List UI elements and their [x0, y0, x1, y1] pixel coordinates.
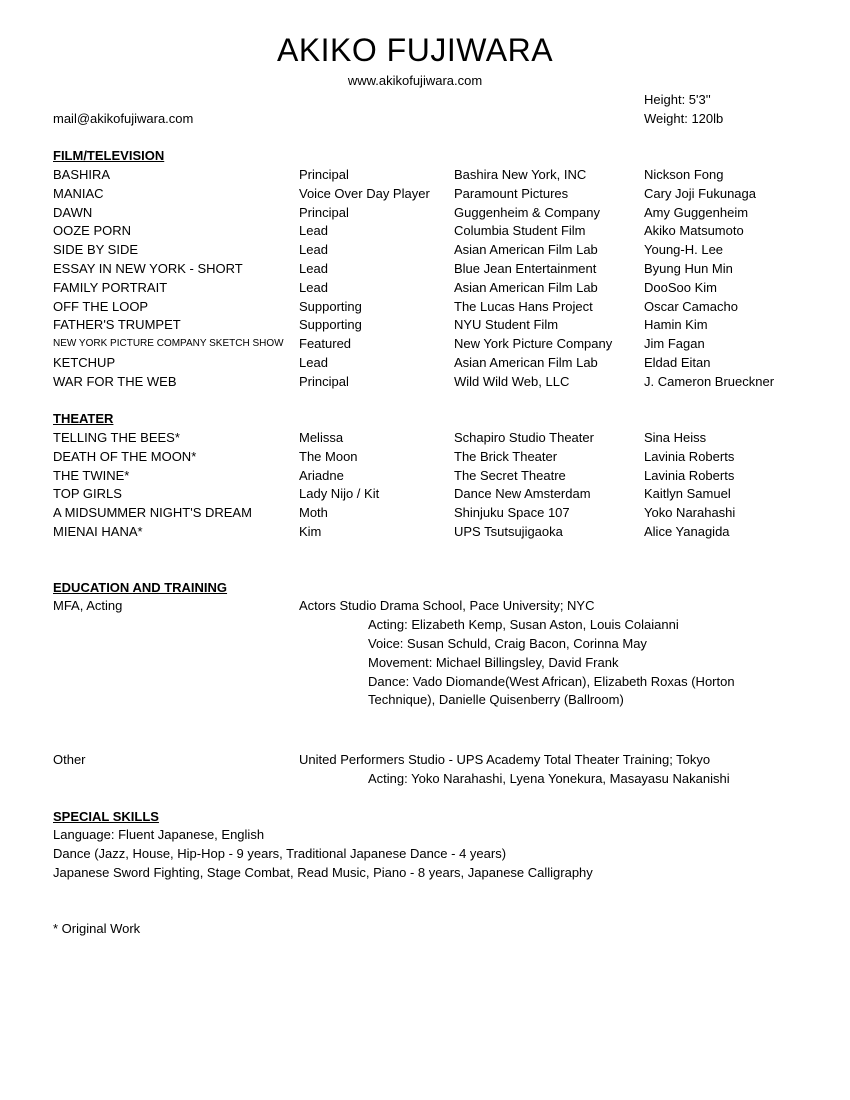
film-credit-row — [53, 222, 813, 241]
theater-credit-company: Dance New Amsterdam — [454, 486, 591, 502]
film-credit-title: MANIAC — [53, 185, 104, 201]
theater-credit-title: DEATH OF THE MOON* — [53, 448, 197, 464]
theater-credit-row — [53, 504, 813, 523]
film-credit-director: Eldad Eitan — [644, 355, 711, 370]
film-credit-row — [53, 241, 813, 260]
film-credit-title: NEW YORK PICTURE COMPANY SKETCH SHOW — [53, 338, 284, 350]
film-credit-director: Jim Fagan — [644, 336, 705, 352]
theater-credit-director: Lavinia Roberts — [644, 448, 735, 464]
film-credit-row — [53, 335, 813, 354]
theater-credit-role: Moth — [299, 505, 328, 521]
film-credit-director: DooSoo Kim — [644, 279, 717, 295]
theater-credit-row — [53, 429, 813, 448]
theater-credit-director: Kaitlyn Samuel — [644, 486, 731, 502]
film-credit-director: Oscar Camacho — [644, 298, 738, 314]
film-credit-title: OOZE PORN — [53, 223, 132, 239]
film-credit-director: Amy Guggenheim — [644, 204, 749, 220]
film-credit-row — [53, 316, 813, 335]
film-credit-row — [53, 354, 813, 373]
website-link[interactable]: www.akikofujiwara.com — [347, 73, 483, 88]
footnote: * Original Work — [53, 921, 141, 936]
theater-credit-company: Schapiro Studio Theater — [454, 430, 594, 445]
mfa-acting-teachers: Acting: Elizabeth Kemp, Susan Aston, Louis Colaianni — [368, 617, 679, 632]
theater-credit-role: The Moon — [299, 448, 358, 464]
film-credit-company: New York Picture Company — [454, 336, 613, 352]
film-credit-company: Asian American Film Lab — [454, 279, 598, 295]
theater-credit-role: Ariadne — [299, 467, 344, 483]
other-training-label: Other — [53, 752, 86, 767]
film-credit-role: Lead — [299, 242, 328, 258]
film-tv-heading: FILM/TELEVISION — [53, 148, 165, 163]
theater-credit-company: UPS Tsutsujigaoka — [454, 524, 563, 539]
theater-credit-company: The Secret Theatre — [454, 467, 566, 483]
film-credit-role: Supporting — [299, 317, 362, 333]
film-credit-row — [53, 204, 813, 223]
film-credit-director: Akiko Matsumoto — [644, 223, 744, 239]
film-credit-company: Asian American Film Lab — [454, 355, 598, 370]
film-credit-company: Wild Wild Web, LLC — [454, 373, 570, 389]
film-credit-role: Principal — [299, 373, 349, 389]
film-credit-role: Lead — [299, 279, 328, 295]
film-credit-role: Voice Over Day Player — [299, 185, 430, 201]
height-text: Height: 5'3'' — [644, 92, 711, 107]
film-credit-row — [53, 166, 813, 185]
film-credit-title: KETCHUP — [53, 355, 116, 370]
film-credit-company: Guggenheim & Company — [454, 204, 600, 220]
mfa-dance-teachers-line2: Technique), Danielle Quisenberry (Ballroom) — [368, 692, 624, 707]
mfa-dance-teachers-line1: Dance: Vado Diomande(West African), Elizabeth Roxas (Horton — [368, 674, 735, 689]
theater-credit-director: Alice Yanagida — [644, 524, 730, 539]
film-credit-title: ESSAY IN NEW YORK - SHORT — [53, 261, 243, 276]
theater-credit-row — [53, 485, 813, 504]
film-credit-title: FATHER'S TRUMPET — [53, 317, 181, 333]
mfa-school: Actors Studio Drama School, Pace University; NYC — [299, 598, 595, 613]
theater-credit-company: The Brick Theater — [454, 448, 558, 464]
film-credit-title: WAR FOR THE WEB — [53, 373, 177, 389]
film-credit-title: OFF THE LOOP — [53, 298, 149, 314]
film-credit-title: DAWN — [53, 204, 93, 220]
theater-credit-director: Lavinia Roberts — [644, 467, 735, 483]
film-credit-director: Nickson Fong — [644, 167, 724, 182]
other-training-school: United Performers Studio - UPS Academy Total Theater Training; Tokyo — [299, 752, 711, 767]
skill-language: Language: Fluent Japanese, English — [53, 827, 265, 842]
film-credit-director: Young-H. Lee — [644, 242, 724, 258]
skill-other: Japanese Sword Fighting, Stage Combat, Read Music, Piano - 8 years, Japanese Calligraphy — [53, 865, 593, 880]
theater-credit-director: Sina Heiss — [644, 430, 707, 445]
theater-heading: THEATER — [53, 411, 114, 426]
film-credit-role: Supporting — [299, 298, 362, 314]
film-credit-role: Lead — [299, 355, 328, 370]
theater-credit-title: TOP GIRLS — [53, 486, 122, 502]
theater-credit-role: Lady Nijo / Kit — [299, 486, 380, 502]
film-credit-company: Blue Jean Entertainment — [454, 261, 597, 276]
theater-credit-title: TELLING THE BEES* — [53, 430, 180, 445]
film-credit-row — [53, 279, 813, 298]
film-credit-title: FAMILY PORTRAIT — [53, 279, 168, 295]
film-credit-company: NYU Student Film — [454, 317, 559, 333]
email-link[interactable]: mail@akikofujiwara.com — [53, 111, 194, 126]
film-credit-role: Featured — [299, 336, 352, 352]
film-credit-role: Lead — [299, 223, 328, 239]
theater-credit-title: THE TWINE* — [53, 467, 130, 483]
film-credit-director: Byung Hun Min — [644, 261, 733, 276]
film-credit-director: Cary Joji Fukunaga — [644, 185, 756, 201]
weight-text: Weight: 120lb — [644, 111, 724, 126]
skill-dance: Dance (Jazz, House, Hip-Hop - 9 years, Traditional Japanese Dance - 4 years) — [53, 846, 507, 861]
mfa-movement-teachers: Movement: Michael Billingsley, David Frank — [368, 655, 619, 670]
film-credit-title: BASHIRA — [53, 167, 111, 182]
film-credit-row — [53, 298, 813, 317]
mfa-label: MFA, Acting — [53, 598, 123, 613]
film-credit-company: Columbia Student Film — [454, 223, 586, 239]
film-credit-role: Principal — [299, 167, 349, 182]
film-credit-director: Hamin Kim — [644, 317, 708, 333]
theater-credit-company: Shinjuku Space 107 — [454, 505, 570, 521]
theater-credit-row — [53, 448, 813, 467]
film-credit-title: SIDE BY SIDE — [53, 242, 139, 258]
skills-heading: SPECIAL SKILLS — [53, 809, 159, 824]
mfa-voice-teachers: Voice: Susan Schuld, Craig Bacon, Corinna May — [368, 636, 647, 651]
film-credit-director: J. Cameron Brueckner — [644, 373, 775, 389]
theater-credit-role: Melissa — [299, 430, 344, 445]
theater-credit-role: Kim — [299, 524, 322, 539]
theater-credit-title: A MIDSUMMER NIGHT'S DREAM — [53, 505, 252, 521]
other-acting-teachers: Acting: Yoko Narahashi, Lyena Yonekura, Masayasu Nakanishi — [368, 771, 730, 786]
education-heading: EDUCATION AND TRAINING — [53, 580, 228, 595]
film-credit-row — [53, 260, 813, 279]
film-credit-row — [53, 373, 813, 392]
resume-name: AKIKO FUJIWARA — [276, 32, 554, 68]
theater-credit-title: MIENAI HANA* — [53, 524, 143, 539]
film-credit-company: Asian American Film Lab — [454, 242, 598, 258]
theater-credit-row — [53, 467, 813, 486]
film-credit-role: Lead — [299, 261, 328, 276]
film-credit-company: The Lucas Hans Project — [454, 298, 593, 314]
film-credit-row — [53, 185, 813, 204]
film-credit-role: Principal — [299, 204, 349, 220]
film-credit-company: Paramount Pictures — [454, 185, 569, 201]
theater-credit-director: Yoko Narahashi — [644, 505, 736, 521]
theater-credit-row — [53, 523, 813, 542]
film-credit-company: Bashira New York, INC — [454, 167, 587, 182]
